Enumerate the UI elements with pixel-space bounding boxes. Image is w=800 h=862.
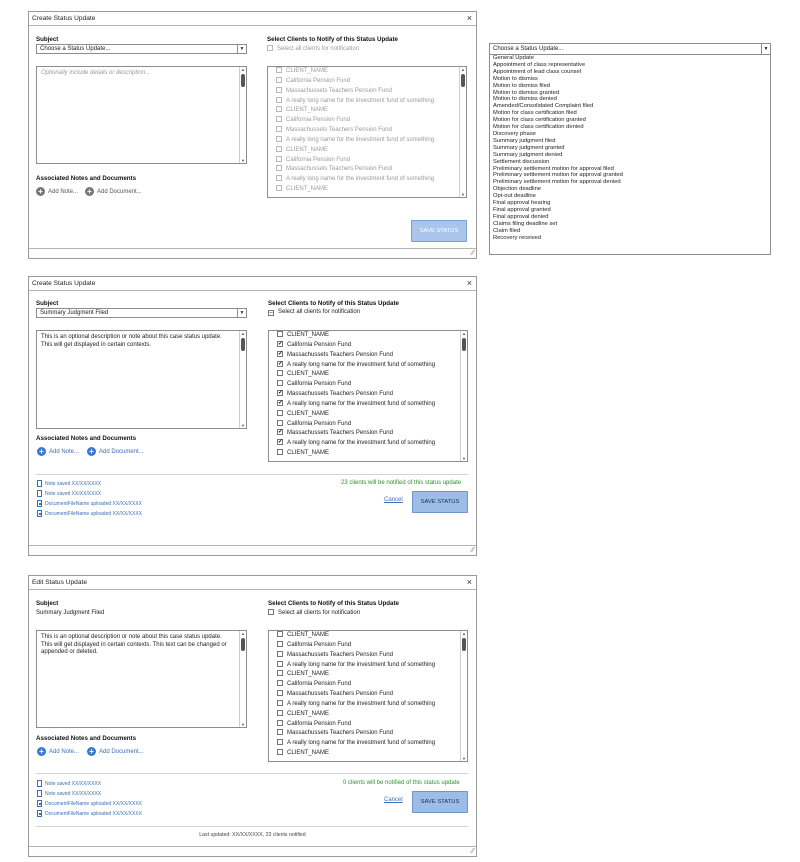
client-list-item[interactable] bbox=[269, 710, 467, 720]
clients-list bbox=[268, 67, 466, 195]
dialog-titlebar bbox=[29, 576, 476, 590]
checkbox[interactable] bbox=[276, 165, 282, 171]
checkbox[interactable] bbox=[277, 331, 283, 337]
add-document-button[interactable] bbox=[87, 447, 144, 456]
edit-status-dialog bbox=[28, 575, 477, 857]
attachment-label: Note saved XX/XX/XXXX bbox=[45, 780, 102, 787]
checkbox[interactable] bbox=[277, 729, 283, 735]
note-attachment-link[interactable] bbox=[37, 779, 101, 788]
note-icon bbox=[37, 490, 42, 497]
client-list-item[interactable] bbox=[268, 136, 466, 146]
checkbox[interactable] bbox=[276, 116, 282, 122]
document-attachment-link[interactable] bbox=[37, 499, 142, 508]
divider bbox=[36, 474, 468, 475]
clients-list bbox=[269, 331, 467, 459]
subject-select[interactable] bbox=[36, 44, 247, 54]
client-list-item[interactable] bbox=[269, 410, 467, 420]
client-list-item[interactable] bbox=[268, 146, 466, 156]
dropdown-option[interactable]: Final approval granted bbox=[493, 206, 551, 213]
client-list-item[interactable] bbox=[268, 67, 466, 77]
checkbox[interactable] bbox=[277, 380, 283, 386]
create-status-dialog-empty bbox=[28, 11, 477, 259]
dropdown-option[interactable]: Claims filing deadline set bbox=[493, 220, 558, 227]
clients-label: Select Clients to Notify of this Status Update bbox=[267, 36, 398, 43]
client-name: A really long name for the investment fund of something bbox=[287, 700, 436, 707]
checkbox[interactable] bbox=[277, 670, 283, 676]
client-list-item[interactable] bbox=[269, 670, 467, 680]
dialog-title: Edit Status Update bbox=[32, 579, 87, 586]
attachment-label: DocumentFileName uploaded XX/XX/XXXX bbox=[45, 500, 142, 507]
notify-count-text: 0 clients will be notified of this status update bbox=[343, 780, 460, 786]
dropdown-option[interactable]: Recovery received bbox=[493, 234, 542, 241]
resize-grip-icon[interactable]: ⁄⁄ bbox=[471, 547, 474, 554]
scroll-up-icon[interactable]: ▲ bbox=[241, 331, 245, 336]
client-list-item[interactable] bbox=[268, 87, 466, 97]
cancel-link[interactable]: Cancel bbox=[384, 497, 403, 503]
dialog-footer bbox=[29, 248, 476, 258]
client-name: California Pension Fund bbox=[286, 156, 351, 163]
last-updated-text: Last updated: XX/XX/XXXX, 23 clients notified bbox=[199, 832, 306, 838]
client-list-item[interactable] bbox=[269, 420, 467, 430]
dropdown-option[interactable]: Appointment of class representative bbox=[493, 61, 586, 68]
client-list-item[interactable] bbox=[268, 77, 466, 87]
assoc-notes-label: Associated Notes and Documents bbox=[36, 175, 137, 182]
checkbox-indeterminate[interactable]: – bbox=[269, 310, 273, 316]
description-placeholder: Optionally include details or description... bbox=[41, 70, 151, 76]
add-note-label: Add Note... bbox=[49, 448, 80, 455]
client-name: CLIENT_NAME bbox=[286, 186, 329, 193]
checkbox[interactable] bbox=[277, 690, 283, 696]
create-status-dialog-filled bbox=[28, 276, 477, 556]
checkbox[interactable] bbox=[276, 146, 282, 152]
client-name: CLIENT_NAME bbox=[286, 107, 329, 114]
checkbox[interactable] bbox=[276, 77, 282, 83]
plus-circle-icon: + bbox=[87, 447, 96, 456]
client-name: CLIENT_NAME bbox=[287, 410, 330, 417]
dropdown-option[interactable]: Discovery phase bbox=[493, 130, 536, 137]
description-scrollbar[interactable] bbox=[239, 631, 246, 727]
client-name: California Pension Fund bbox=[287, 341, 352, 348]
client-list-item[interactable] bbox=[268, 116, 466, 126]
client-list-item[interactable] bbox=[268, 126, 466, 136]
checkbox[interactable] bbox=[277, 449, 283, 455]
note-icon bbox=[37, 780, 42, 787]
checkbox[interactable] bbox=[276, 97, 282, 103]
checkbox[interactable] bbox=[277, 370, 283, 376]
checkbox-checked[interactable] bbox=[277, 439, 283, 445]
assoc-notes-label: Associated Notes and Documents bbox=[36, 735, 137, 742]
add-note-button[interactable] bbox=[37, 447, 79, 456]
checkbox[interactable] bbox=[277, 631, 283, 637]
plus-circle-icon: + bbox=[85, 187, 94, 196]
client-name: A really long name for the investment fund of something bbox=[287, 440, 436, 447]
select-all-checkbox[interactable] bbox=[268, 309, 360, 316]
client-name: CLIENT_NAME bbox=[286, 146, 329, 153]
save-status-button[interactable]: SAVE STATUS bbox=[411, 220, 467, 242]
client-name: CLIENT_NAME bbox=[287, 632, 330, 638]
scroll-thumb[interactable] bbox=[241, 74, 245, 87]
client-list-item[interactable] bbox=[268, 106, 466, 116]
client-name: CLIENT_NAME bbox=[287, 450, 330, 457]
checkbox[interactable] bbox=[277, 410, 283, 416]
dropdown-options bbox=[490, 55, 770, 241]
dropdown-option[interactable]: Claim filed bbox=[493, 227, 521, 234]
cancel-link[interactable]: Cancel bbox=[384, 797, 403, 803]
checkbox[interactable] bbox=[277, 739, 283, 745]
client-list-item[interactable] bbox=[269, 631, 467, 641]
checkbox[interactable] bbox=[277, 710, 283, 716]
dropdown-option[interactable]: Objection deadline bbox=[493, 186, 542, 193]
note-icon bbox=[37, 480, 42, 487]
client-list-item[interactable] bbox=[269, 439, 467, 449]
client-list-item[interactable] bbox=[269, 729, 467, 739]
dialog-title: Create Status Update bbox=[32, 15, 96, 22]
description-text: This is an optional description or note about this case status update. This will get displayed in certain contexts. This text can be changed or appended or deleted. bbox=[41, 634, 227, 656]
checkbox[interactable] bbox=[276, 87, 282, 93]
client-list-item[interactable] bbox=[269, 390, 467, 400]
checkbox[interactable] bbox=[276, 185, 282, 191]
client-name: California Pension Fund bbox=[287, 381, 352, 388]
checkbox-checked[interactable] bbox=[277, 390, 283, 396]
attachment-label: DocumentFileName uploaded XX/XX/XXXX bbox=[45, 510, 142, 517]
dropdown-option[interactable]: Opt-out deadline bbox=[493, 193, 536, 200]
client-name: A really long name for the investment fund of something bbox=[287, 400, 436, 407]
scroll-thumb[interactable] bbox=[462, 338, 466, 351]
save-status-button[interactable]: SAVE STATUS bbox=[412, 791, 468, 813]
dropdown-option[interactable]: Final approval denied bbox=[493, 213, 549, 220]
client-name: CLIENT_NAME bbox=[287, 671, 330, 678]
dropdown-option[interactable]: Final approval hearing bbox=[493, 200, 551, 207]
scroll-thumb[interactable] bbox=[241, 338, 245, 351]
client-name: Massachussets Teachers Pension Fund bbox=[287, 351, 393, 358]
subject-value: Summary Judgment Filed bbox=[36, 610, 105, 616]
dropdown-option[interactable]: Appointment of lead class counsel bbox=[493, 68, 581, 75]
add-document-button[interactable] bbox=[87, 747, 144, 756]
client-name: Massachussets Teachers Pension Fund bbox=[287, 651, 393, 658]
client-name: California Pension Fund bbox=[286, 77, 351, 84]
scroll-up-icon[interactable]: ▲ bbox=[462, 631, 466, 636]
client-name: California Pension Fund bbox=[287, 681, 352, 688]
checkbox[interactable] bbox=[267, 45, 273, 51]
client-name: Massachussets Teachers Pension Fund bbox=[287, 391, 393, 398]
description-textarea[interactable] bbox=[36, 330, 247, 429]
clients-label: Select Clients to Notify of this Status Update bbox=[268, 300, 399, 307]
client-list-item[interactable] bbox=[269, 380, 467, 390]
client-list-item[interactable] bbox=[269, 700, 467, 710]
dropdown-option[interactable]: Amended/Consolidated Complaint filed bbox=[493, 103, 594, 110]
clients-listbox[interactable] bbox=[268, 330, 468, 462]
add-note-label: Add Note... bbox=[49, 748, 80, 755]
attachment-label: Note saved XX/XX/XXXX bbox=[45, 490, 102, 497]
checkbox[interactable] bbox=[268, 609, 274, 615]
client-list-item[interactable] bbox=[269, 400, 467, 410]
scroll-up-icon[interactable]: ▲ bbox=[241, 67, 245, 72]
dropdown-option[interactable]: Settlement discussion bbox=[493, 158, 550, 165]
client-list-item[interactable] bbox=[269, 680, 467, 690]
client-name: CLIENT_NAME bbox=[287, 710, 330, 717]
dialog-title: Create Status Update bbox=[32, 280, 96, 287]
client-name: A really long name for the investment fund of something bbox=[286, 97, 435, 104]
scroll-down-icon[interactable]: ▼ bbox=[462, 756, 466, 761]
pdf-document-icon bbox=[37, 510, 42, 517]
client-list-item[interactable] bbox=[269, 651, 467, 661]
pdf-document-icon bbox=[37, 800, 42, 807]
checkbox-checked[interactable] bbox=[277, 400, 283, 406]
attachment-label: DocumentFileName uploaded XX/XX/XXXX bbox=[45, 800, 142, 807]
client-name: California Pension Fund bbox=[286, 117, 351, 124]
client-name: A really long name for the investment fund of something bbox=[286, 176, 435, 183]
client-name: A really long name for the investment fund of something bbox=[287, 661, 436, 668]
note-attachment-link[interactable] bbox=[37, 479, 101, 488]
checkbox-checked[interactable] bbox=[277, 341, 283, 347]
checkbox[interactable] bbox=[277, 700, 283, 706]
divider bbox=[36, 826, 468, 827]
attachment-label: Note saved XX/XX/XXXX bbox=[45, 480, 102, 487]
description-scrollbar[interactable] bbox=[239, 67, 246, 163]
select-all-label: Select all clients for notification bbox=[278, 309, 361, 315]
assoc-notes-label: Associated Notes and Documents bbox=[36, 435, 137, 442]
dropdown-option[interactable]: Motion for class certification denied bbox=[493, 124, 584, 131]
dropdown-option[interactable]: Motion to dismiss denied bbox=[493, 96, 557, 103]
scroll-thumb[interactable] bbox=[241, 638, 245, 651]
client-list-item[interactable] bbox=[269, 641, 467, 651]
checkbox[interactable] bbox=[277, 420, 283, 426]
clients-list bbox=[269, 631, 467, 759]
checkbox[interactable] bbox=[276, 136, 282, 142]
client-list-item[interactable] bbox=[269, 370, 467, 380]
select-all-label: Select all clients for notification bbox=[278, 610, 361, 616]
scroll-down-icon[interactable]: ▼ bbox=[461, 192, 465, 197]
close-icon[interactable]: × bbox=[466, 577, 472, 587]
clients-listbox[interactable] bbox=[268, 630, 468, 762]
client-name: California Pension Fund bbox=[287, 720, 352, 727]
client-list-item[interactable] bbox=[269, 331, 467, 341]
dropdown-option[interactable]: Preliminary settlement motion for approval granted bbox=[493, 172, 623, 179]
client-list-item[interactable] bbox=[268, 156, 466, 166]
dropdown-option[interactable]: Preliminary settlement motion for approval filed bbox=[493, 165, 614, 172]
attachment-label: Note saved XX/XX/XXXX bbox=[45, 790, 102, 797]
client-name: Massachussets Teachers Pension Fund bbox=[287, 730, 393, 737]
checkbox-checked[interactable] bbox=[277, 351, 283, 357]
client-name: California Pension Fund bbox=[287, 420, 352, 427]
attachment-label: DocumentFileName uploaded XX/XX/XXXX bbox=[45, 810, 142, 817]
subject-label: Subject bbox=[36, 36, 59, 43]
notify-count-text: 23 clients will be notified of this status update bbox=[341, 480, 462, 486]
document-attachment-link[interactable] bbox=[37, 799, 142, 808]
description-scrollbar[interactable] bbox=[239, 331, 246, 428]
save-status-button[interactable]: SAVE STATUS bbox=[412, 491, 468, 513]
add-document-button[interactable] bbox=[85, 187, 142, 196]
checkbox[interactable] bbox=[277, 720, 283, 726]
client-list-item[interactable] bbox=[268, 165, 466, 175]
note-attachment-link[interactable] bbox=[37, 489, 101, 498]
checkbox[interactable] bbox=[277, 641, 283, 647]
chevron-down-icon[interactable]: ▼ bbox=[237, 45, 246, 53]
close-icon[interactable]: × bbox=[466, 13, 472, 23]
clients-listbox[interactable] bbox=[267, 66, 467, 198]
checkbox[interactable] bbox=[276, 175, 282, 181]
checkbox[interactable] bbox=[277, 749, 283, 755]
scroll-down-icon[interactable]: ▼ bbox=[241, 158, 245, 163]
subject-select[interactable] bbox=[36, 308, 247, 318]
checkbox[interactable] bbox=[277, 651, 283, 657]
client-name: Massachussets Teachers Pension Fund bbox=[286, 127, 392, 134]
dropdown-option[interactable]: Motion for class certification filed bbox=[493, 110, 577, 117]
client-list-item[interactable] bbox=[269, 661, 467, 671]
client-name: CLIENT_NAME bbox=[287, 332, 330, 338]
add-document-label: Add Document... bbox=[99, 748, 144, 755]
checkbox[interactable] bbox=[277, 680, 283, 686]
divider bbox=[36, 773, 468, 774]
add-note-button[interactable] bbox=[36, 187, 78, 196]
dialog-footer bbox=[29, 545, 476, 555]
scroll-up-icon[interactable]: ▲ bbox=[241, 631, 245, 636]
select-all-checkbox[interactable] bbox=[267, 45, 359, 52]
plus-circle-icon: + bbox=[36, 187, 45, 196]
scroll-thumb[interactable] bbox=[461, 74, 465, 87]
note-icon bbox=[37, 790, 42, 797]
description-textarea[interactable] bbox=[36, 66, 247, 164]
select-all-checkbox[interactable] bbox=[268, 609, 360, 616]
client-name: CLIENT_NAME bbox=[287, 371, 330, 378]
scroll-up-icon[interactable]: ▲ bbox=[461, 67, 465, 72]
dropdown-option[interactable]: Summary judgment granted bbox=[493, 144, 565, 151]
clients-scrollbar[interactable] bbox=[460, 631, 467, 761]
client-name: Massachussets Teachers Pension Fund bbox=[287, 691, 393, 698]
client-list-item[interactable] bbox=[269, 720, 467, 730]
document-attachment-link[interactable] bbox=[37, 509, 142, 518]
description-textarea[interactable] bbox=[36, 630, 247, 728]
plus-circle-icon: + bbox=[37, 447, 46, 456]
client-list-item[interactable] bbox=[269, 361, 467, 371]
client-list-item[interactable] bbox=[269, 449, 467, 459]
scroll-down-icon[interactable]: ▼ bbox=[462, 456, 466, 461]
client-list-item[interactable] bbox=[269, 351, 467, 361]
clients-label: Select Clients to Notify of this Status Update bbox=[268, 600, 399, 607]
resize-grip-icon[interactable]: ⁄⁄ bbox=[471, 250, 474, 257]
client-list-item[interactable] bbox=[269, 341, 467, 351]
plus-circle-icon: + bbox=[37, 747, 46, 756]
description-text: This is an optional description or note about this case status update. This will get displayed in certain contexts. bbox=[41, 334, 222, 348]
dialog-footer bbox=[29, 846, 476, 856]
client-name: A really long name for the investment fund of something bbox=[287, 740, 436, 747]
client-list-item[interactable] bbox=[269, 429, 467, 439]
dialog-titlebar bbox=[29, 12, 476, 26]
checkbox[interactable] bbox=[276, 67, 282, 73]
clients-scrollbar[interactable] bbox=[459, 67, 466, 197]
status-dropdown-expanded[interactable] bbox=[489, 43, 771, 255]
scroll-up-icon[interactable]: ▲ bbox=[462, 331, 466, 336]
scroll-down-icon[interactable]: ▼ bbox=[241, 423, 245, 428]
checkbox[interactable] bbox=[276, 126, 282, 132]
checkbox-checked[interactable] bbox=[277, 361, 283, 367]
checkbox[interactable] bbox=[277, 661, 283, 667]
client-name: Massachussets Teachers Pension Fund bbox=[287, 430, 393, 437]
client-list-item[interactable] bbox=[268, 97, 466, 107]
client-name: CLIENT_NAME bbox=[286, 68, 329, 74]
add-note-label: Add Note... bbox=[48, 188, 79, 195]
client-name: CLIENT_NAME bbox=[287, 750, 330, 757]
client-name: Massachussets Teachers Pension Fund bbox=[286, 87, 392, 94]
scroll-thumb[interactable] bbox=[462, 638, 466, 651]
subject-label: Subject bbox=[36, 300, 59, 307]
client-list-item[interactable] bbox=[269, 690, 467, 700]
add-note-button[interactable] bbox=[37, 747, 79, 756]
client-name: A really long name for the investment fund of something bbox=[287, 361, 436, 368]
select-all-label: Select all clients for notification bbox=[277, 46, 360, 52]
subject-label: Subject bbox=[36, 600, 59, 607]
resize-grip-icon[interactable]: ⁄⁄ bbox=[471, 848, 474, 855]
dropdown-option[interactable]: General Update bbox=[493, 55, 534, 61]
client-name: A really long name for the investment fund of something bbox=[286, 136, 435, 143]
dropdown-header[interactable] bbox=[490, 44, 770, 55]
plus-circle-icon: + bbox=[87, 747, 96, 756]
client-list-item[interactable] bbox=[269, 739, 467, 749]
close-icon[interactable]: × bbox=[466, 278, 472, 288]
checkbox[interactable] bbox=[276, 156, 282, 162]
subject-select-value: Choose a Status Update... bbox=[40, 46, 111, 52]
client-list-item[interactable] bbox=[268, 175, 466, 185]
scroll-down-icon[interactable]: ▼ bbox=[241, 722, 245, 727]
dropdown-selected-value: Choose a Status Update... bbox=[493, 46, 564, 52]
dropdown-option[interactable]: Summary judgment filed bbox=[493, 137, 556, 144]
chevron-down-icon[interactable]: ▼ bbox=[237, 309, 246, 317]
subject-select-value: Summary Judgment Filed bbox=[40, 310, 109, 316]
dialog-titlebar bbox=[29, 277, 476, 291]
clients-scrollbar[interactable] bbox=[460, 331, 467, 461]
dropdown-option[interactable]: Motion to dismiss bbox=[493, 75, 538, 82]
dropdown-option[interactable]: Summary judgment denied bbox=[493, 151, 563, 158]
chevron-down-icon[interactable]: ▼ bbox=[761, 44, 770, 54]
dropdown-option[interactable]: Preliminary settlement motion for approval denied bbox=[493, 179, 621, 186]
client-name: Massachussets Teachers Pension Fund bbox=[286, 166, 392, 173]
pdf-document-icon bbox=[37, 500, 42, 507]
dropdown-option[interactable]: Motion to dismiss granted bbox=[493, 89, 560, 96]
client-list-item[interactable] bbox=[268, 185, 466, 195]
note-attachment-link[interactable] bbox=[37, 789, 101, 798]
pdf-document-icon bbox=[37, 810, 42, 817]
add-document-label: Add Document... bbox=[97, 188, 142, 195]
add-document-label: Add Document... bbox=[99, 448, 144, 455]
dropdown-option[interactable]: Motion for class certification granted bbox=[493, 117, 586, 124]
client-name: California Pension Fund bbox=[287, 641, 352, 648]
client-list-item[interactable] bbox=[269, 749, 467, 759]
checkbox[interactable] bbox=[276, 106, 282, 112]
document-attachment-link[interactable] bbox=[37, 809, 142, 818]
checkbox-checked[interactable] bbox=[277, 429, 283, 435]
dropdown-option[interactable]: Motion to dismiss filed bbox=[493, 82, 551, 89]
